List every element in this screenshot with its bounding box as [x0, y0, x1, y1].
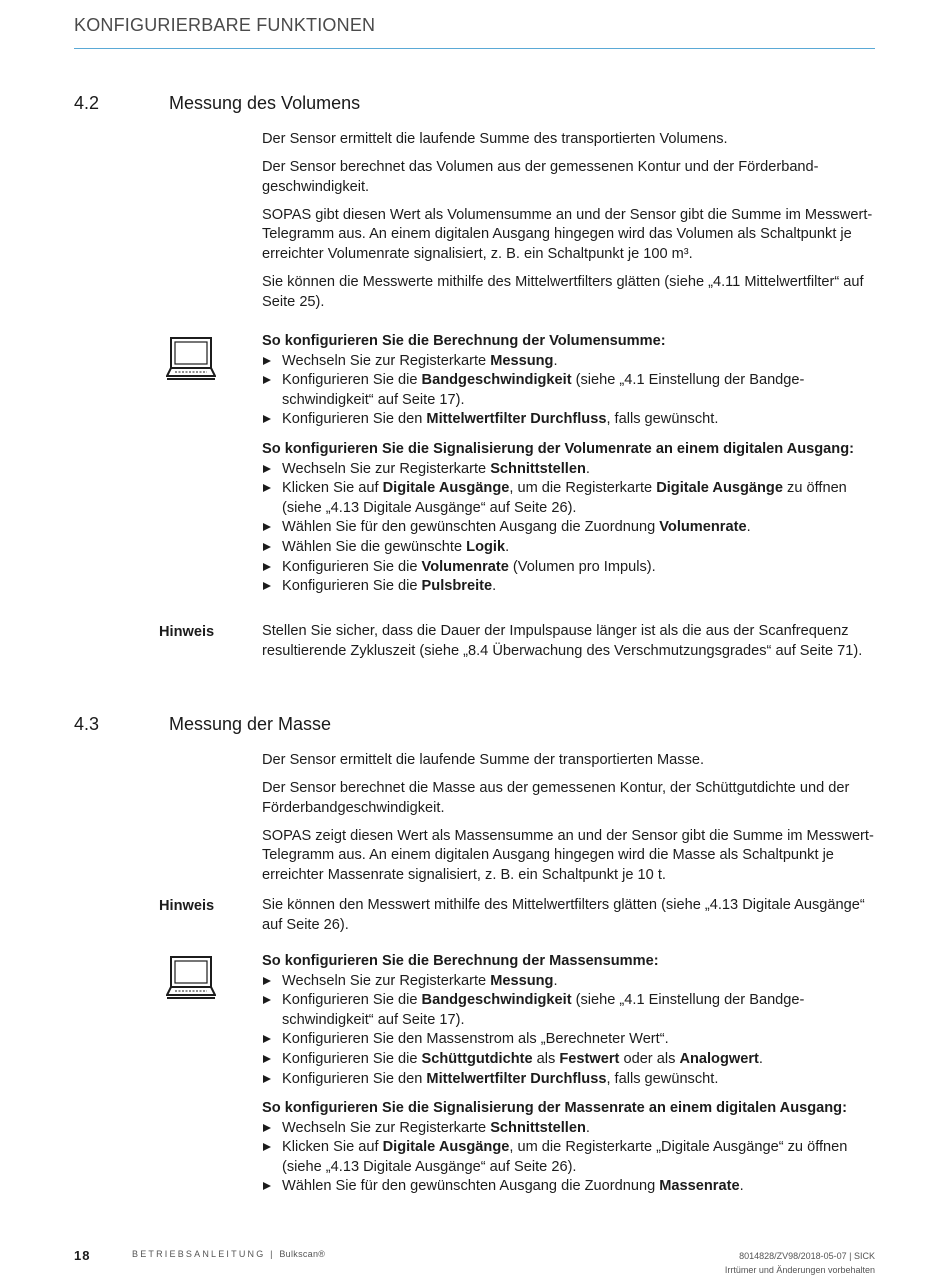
note-label: Hinweis — [159, 898, 215, 914]
list-item: Konfigurieren Sie die Bandgeschwindigkeit (siehe „4.1 Einstellung der Bandgeschwindigkeit“ auf Seite 17). — [262, 371, 877, 410]
bullet-arrow-icon — [263, 1182, 271, 1190]
footer-document-label: BETRIEBSANLEITUNG | Bulkscan® — [132, 1249, 326, 1259]
list-item: Wählen Sie für den gewünschten Ausgang die Zuordnung Massenrate. — [262, 1177, 877, 1197]
instruction-block — [262, 952, 877, 1089]
paragraph: Der Sensor ermittelt die laufende Summe des transportierten Volumens. — [262, 131, 728, 147]
bullet-arrow-icon — [263, 582, 271, 590]
instruction-block — [262, 440, 877, 597]
instruction-heading: So konfigurieren Sie die Signalisierung der Massenrate an einem digitalen Ausgang: — [262, 1100, 847, 1116]
computer-icon — [166, 336, 216, 382]
running-header: KONFIGURIERBARE FUNKTIONEN — [74, 15, 376, 35]
bullet-arrow-icon — [263, 484, 271, 492]
header-rule — [74, 48, 875, 49]
list-item: Klicken Sie auf Digitale Ausgänge, um die Registerkarte Digitale Ausgänge zu öffnen (siehe „4.13 Digitale Ausgänge“ auf Seite 26). — [262, 479, 877, 518]
list-item: Wechseln Sie zur Registerkarte Schnittstellen. — [262, 460, 877, 480]
section-number: 4.3 — [74, 714, 100, 734]
paragraph: SOPAS zeigt diesen Wert als Massensumme an und der Sensor gibt die Summe im Messwert-Telegramm aus. An einem digitalen Ausgang hingegen wird die Masse als Schaltpunkt je erreichter Massenrate signalisiert, z. B. ein Schaltpunkt je 10 t. — [262, 827, 874, 883]
instruction-heading: So konfigurieren Sie die Berechnung der Massensumme: — [262, 953, 659, 969]
bullet-arrow-icon — [263, 1124, 271, 1132]
note-text: Stellen Sie sicher, dass die Dauer der Impulspause länger ist als die aus der Scanfrequenz resultierende Zykluszeit (siehe „8.4 Überwachung des Verschmutzungsgrades“ auf Seite 71). — [262, 623, 863, 659]
bullet-arrow-icon — [263, 523, 271, 531]
list-item: Konfigurieren Sie die Pulsbreite. — [262, 577, 877, 597]
paragraph: Der Sensor berechnet das Volumen aus der gemessenen Kontur und der Förderbandgeschwindigkeit. — [262, 159, 819, 195]
bullet-arrow-icon — [263, 357, 271, 365]
list-item: Wechseln Sie zur Registerkarte Messung. — [262, 352, 877, 372]
list-item: Konfigurieren Sie den Massenstrom als „Berechneter Wert“. — [262, 1030, 877, 1050]
list-item: Konfigurieren Sie die Volumenrate (Volumen pro Impuls). — [262, 558, 877, 578]
bullet-arrow-icon — [263, 1055, 271, 1063]
section-body — [262, 751, 877, 894]
bullet-arrow-icon — [263, 996, 271, 1004]
list-item: Wählen Sie für den gewünschten Ausgang die Zuordnung Volumenrate. — [262, 518, 877, 538]
instruction-heading: So konfigurieren Sie die Signalisierung der Volumenrate an einem digitalen Ausgang: — [262, 441, 854, 457]
list-item: Wählen Sie die gewünschte Logik. — [262, 538, 877, 558]
bullet-arrow-icon — [263, 415, 271, 423]
bullet-arrow-icon — [263, 465, 271, 473]
bullet-arrow-icon — [263, 563, 271, 571]
instruction-heading: So konfigurieren Sie die Berechnung der Volumensumme: — [262, 333, 666, 349]
paragraph: Der Sensor berechnet die Masse aus der gemessenen Kontur, der Schüttgutdichte und der Förderbandgeschwindigkeit. — [262, 780, 850, 816]
list-item: Klicken Sie auf Digitale Ausgänge, um die Registerkarte „Digitale Ausgänge“ zu öffnen (siehe „4.13 Digitale Ausgänge“ auf Seite 26). — [262, 1138, 877, 1177]
list-item: Konfigurieren Sie den Mittelwertfilter Durchfluss, falls gewünscht. — [262, 1070, 877, 1090]
note-text: Sie können den Messwert mithilfe des Mittelwertfilters glätten (siehe „4.13 Digitale Ausgänge“ auf Seite 26). — [262, 897, 865, 933]
bullet-arrow-icon — [263, 1143, 271, 1151]
note-label: Hinweis — [159, 624, 215, 640]
section-title: Messung des Volumens — [169, 93, 361, 113]
paragraph: Der Sensor ermittelt die laufende Summe der transportierten Masse. — [262, 752, 705, 768]
list-item: Konfigurieren Sie die Bandgeschwindigkeit (siehe „4.1 Einstellung der Bandgeschwindigkeit“ auf Seite 17). — [262, 991, 877, 1030]
instruction-block — [262, 1099, 877, 1197]
instruction-block — [262, 332, 877, 430]
section-title: Messung der Masse — [169, 714, 332, 734]
footer-document-id: 8014828/ZV98/2018-05-07 | SICK Irrtümer und Änderungen vorbehalten — [724, 1251, 875, 1275]
bullet-arrow-icon — [263, 977, 271, 985]
paragraph: SOPAS gibt diesen Wert als Volumensumme an und der Sensor gibt die Summe im Messwert-Telegramm aus. An einem digitalen Ausgang hingegen wird das Volumen als Schaltpunkt je erreichter Volumenrate signalisiert, z. B. ein Schaltpunkt je 100 m³. — [262, 206, 873, 262]
bullet-arrow-icon — [263, 376, 271, 384]
page-number: 18 — [74, 1248, 91, 1263]
list-item: Wechseln Sie zur Registerkarte Schnittstellen. — [262, 1119, 877, 1139]
paragraph: Sie können die Messwerte mithilfe des Mittelwertfilters glätten (siehe „4.11 Mittelwertfilter“ auf Seite 25). — [262, 274, 864, 310]
list-item: Wechseln Sie zur Registerkarte Messung. — [262, 972, 877, 992]
bullet-arrow-icon — [263, 1035, 271, 1043]
list-item: Konfigurieren Sie den Mittelwertfilter Durchfluss, falls gewünscht. — [262, 410, 877, 430]
bullet-arrow-icon — [263, 1075, 271, 1083]
section-body — [262, 130, 877, 321]
section-number: 4.2 — [74, 93, 100, 113]
bullet-arrow-icon — [263, 543, 271, 551]
list-item: Konfigurieren Sie die Schüttgutdichte als Festwert oder als Analogwert. — [262, 1050, 877, 1070]
computer-icon — [166, 955, 216, 1001]
